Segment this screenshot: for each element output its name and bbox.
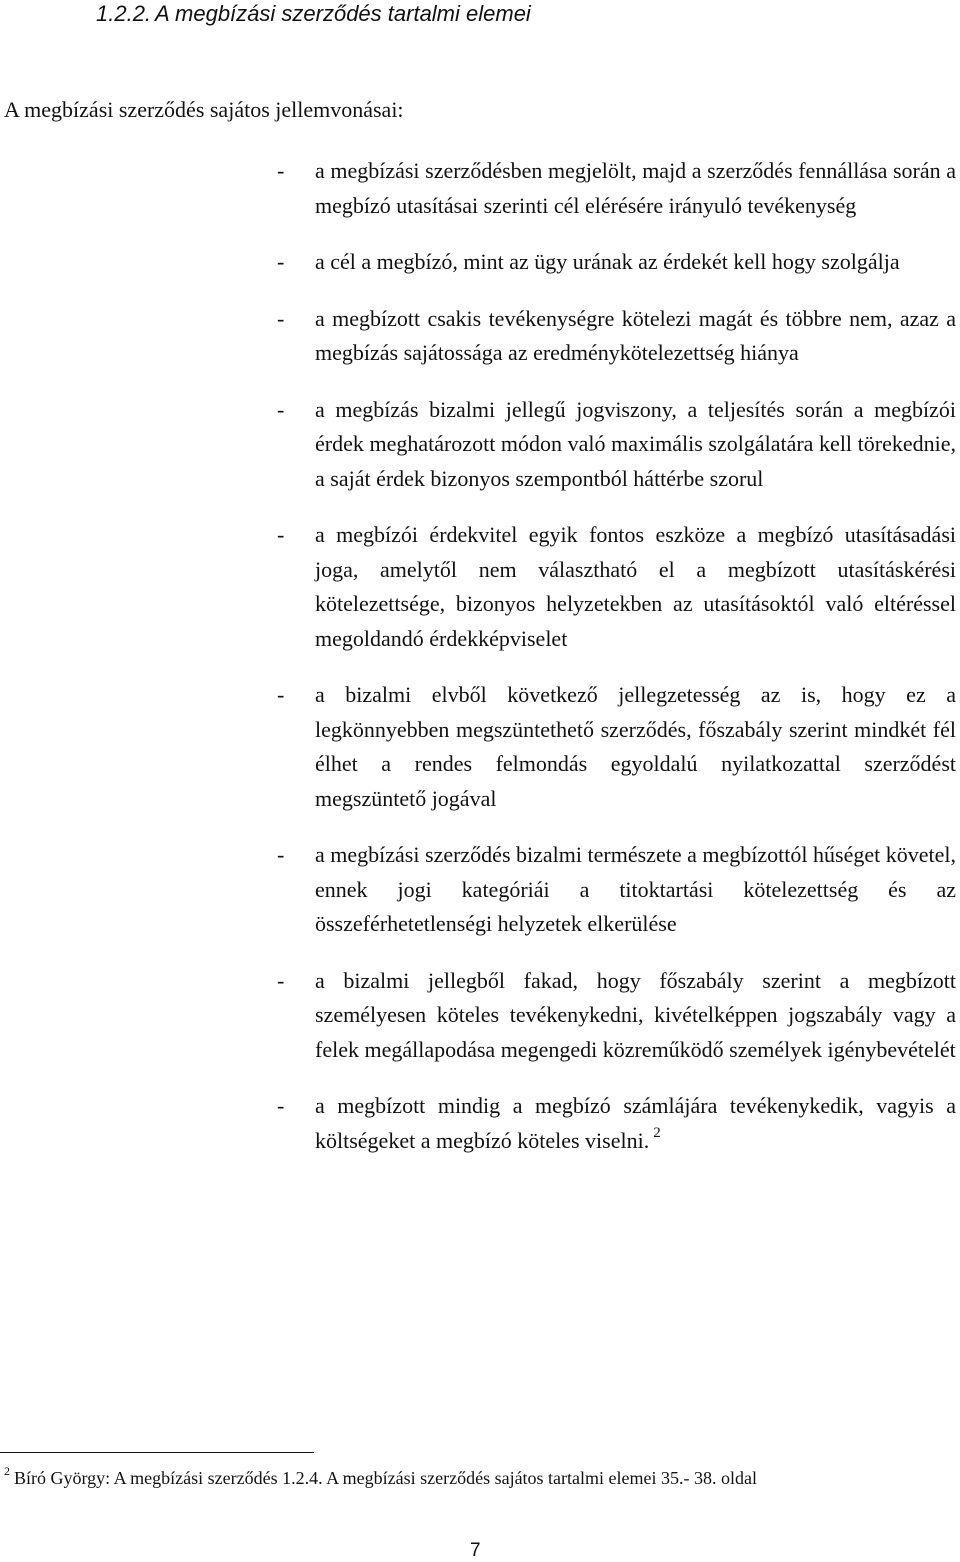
- list-item: [0, 393, 960, 497]
- list-item-text: a megbízás bizalmi jellegű jogviszony, a teljesítés során a megbízói érdek meghatározott módon való maximális szolgálatára kell törekednie, a saját érdek bizonyos szempontból háttérbe szorul: [315, 396, 956, 491]
- list-dash: -: [277, 249, 285, 274]
- section-heading: [96, 0, 531, 28]
- list-item-text: a cél a megbízó, mint az ügy urának az érdekét kell hogy szolgálja: [315, 249, 900, 274]
- list-item-text: a megbízási szerződésben megjelölt, majd a szerződés fennállása során a megbízó utasításai szerinti cél elérésére irányuló tevékenység: [315, 158, 956, 218]
- list-dash: -: [277, 158, 285, 183]
- list-dash: -: [277, 1093, 285, 1118]
- list-dash: -: [277, 842, 285, 867]
- list-item: [0, 245, 960, 280]
- list-dash: -: [277, 522, 285, 547]
- intro-paragraph: A megbízási szerződés sajátos jellemvonásai:: [4, 97, 404, 122]
- list-dash: -: [277, 396, 285, 422]
- list-item-text: a megbízott mindig a megbízó számlájára tevékenykedik, vagyis a költségeket a megbízó köteles viselni.: [315, 1093, 956, 1153]
- list-dash: -: [277, 305, 285, 331]
- footnote-marker: 2: [4, 1464, 10, 1478]
- list-item-text: a megbízási szerződés bizalmi természete a megbízottól hűséget követel, ennek jogi kategóriái a titoktartási kötelezettség és az összeférhetetlenségi helyzetek elkerülése: [315, 842, 956, 936]
- section-number: 1.2.2.: [96, 1, 152, 26]
- list-item: [0, 154, 960, 223]
- section-title: A megbízási szerződés tartalmi elemei: [155, 1, 531, 26]
- characteristics-list: [0, 154, 960, 1180]
- page-number: 7: [470, 1540, 481, 1561]
- list-item-text: a megbízott csakis tevékenységre kötelezi magát és többre nem, azaz a megbízás sajátossága az eredménykötelezettség hiánya: [315, 305, 956, 365]
- list-item-text: a bizalmi elvből következő jellegzetesség az is, hogy ez a legkönnyebben megszüntethető szerződés, főszabály szerint mindkét fél élhet a rendes felmondás egyoldalú nyilatkozattal szerződést megszüntető jogával: [315, 682, 956, 811]
- list-item-text: a bizalmi jellegből fakad, hogy főszabály szerint a megbízott személyesen köteles tevékenykedni, kivételképpen jogszabály vagy a felek megállapodása megengedi közreműködő személyek igénybevételét: [315, 967, 956, 1062]
- list-item-text: a megbízói érdekvitel egyik fontos eszköze a megbízó utasításadási joga, amelytől nem választható el a megbízott utasításkérési kötelezettsége, bizonyos helyzetekben az utasításoktól való eltéréssel megoldandó érdekképviselet: [315, 522, 956, 651]
- list-item: [0, 518, 960, 656]
- footnote-text: Bíró György: A megbízási szerződés 1.2.4. A megbízási szerződés sajátos tartalmi elemei 35.- 38. oldal: [14, 1468, 757, 1488]
- list-item: [0, 838, 960, 942]
- list-item: [0, 1089, 960, 1158]
- list-dash: -: [277, 682, 285, 707]
- list-item: [0, 678, 960, 816]
- list-item-text-with-footnote: [315, 1089, 956, 1158]
- footnote-separator: [0, 1452, 314, 1453]
- list-item: [0, 964, 960, 1068]
- list-dash: -: [277, 967, 285, 993]
- footnote: [4, 1466, 757, 1490]
- list-item: [0, 302, 960, 371]
- footnote-reference[interactable]: 2: [653, 1125, 661, 1142]
